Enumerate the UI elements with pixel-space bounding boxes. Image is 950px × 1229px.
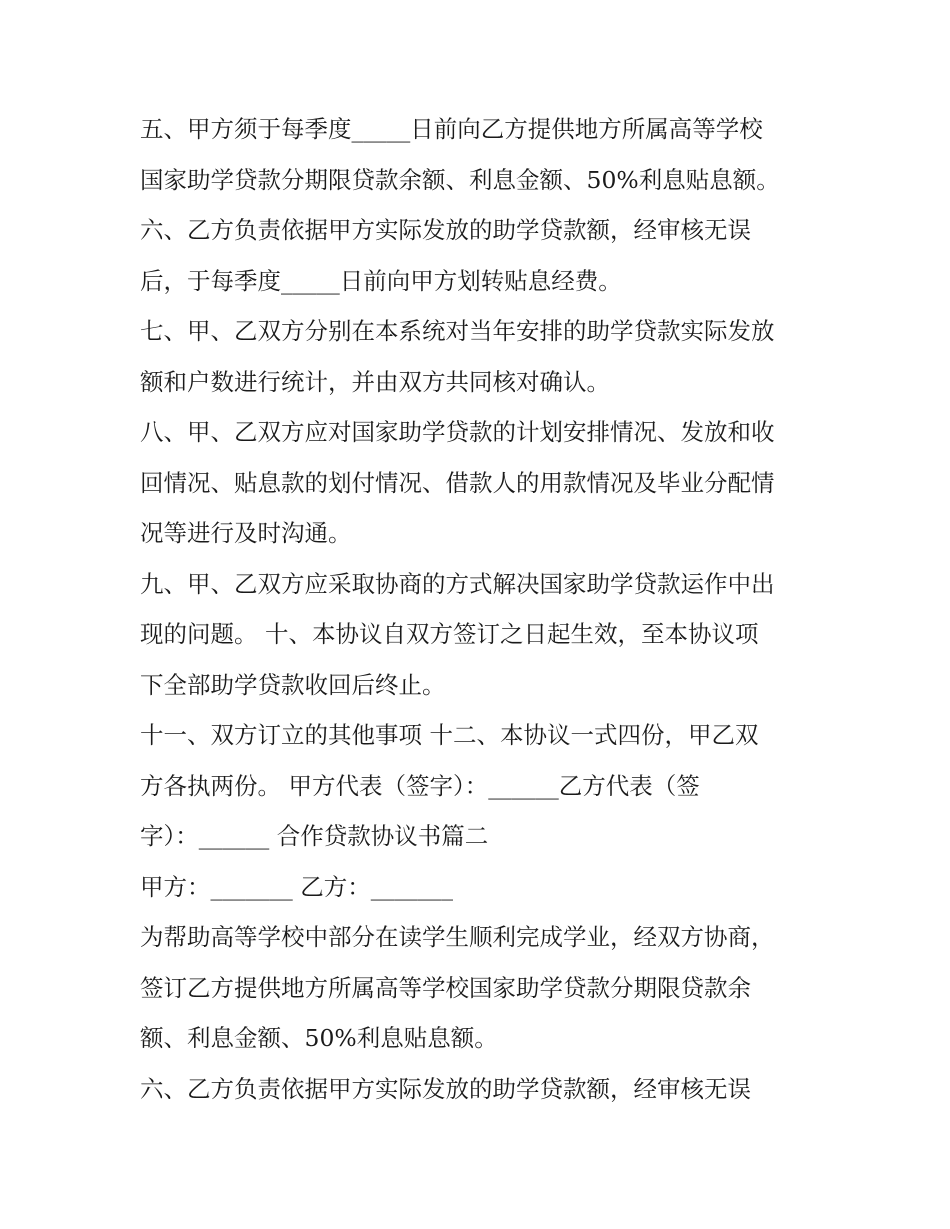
text-line: 额和户数进行统计，并由双方共同核对确认。 xyxy=(140,367,610,396)
text-line: 字）：______ 合作贷款协议书篇二 xyxy=(140,822,489,850)
text-line: 甲方：_______ 乙方：_______ xyxy=(140,872,453,901)
text-line: 下全部助学贷款收回后终止。 xyxy=(140,670,446,699)
text-line: 九、甲、乙双方应采取协商的方式解决国家助学贷款运作中出 xyxy=(140,569,775,598)
text-line: 额、利息金额、50%利息贴息额。 xyxy=(140,1024,498,1052)
text-line: 六、乙方负责依据甲方实际发放的助学贷款额，经审核无误 xyxy=(140,216,751,244)
text-line: 十一、双方订立的其他事项 十二、本协议一式四份，甲乙双 xyxy=(140,721,759,749)
text-line: 现的问题。 十、本协议自双方签订之日起生效，至本协议项 xyxy=(140,620,759,648)
text-line: 八、甲、乙双方应对国家助学贷款的计划安排情况、发放和收 xyxy=(140,418,775,446)
text-line: 六、乙方负责依据甲方实际发放的助学贷款额，经审核无误 xyxy=(140,1074,751,1103)
document-body xyxy=(140,104,820,1114)
text-line: 况等进行及时沟通。 xyxy=(140,519,352,547)
text-line: 国家助学贷款分期限贷款余额、利息金额、50%利息贴息额。 xyxy=(140,165,780,194)
text-line: 回情况、贴息款的划付情况、借款人的用款情况及毕业分配情 xyxy=(140,468,775,497)
text-line: 方各执两份。 甲方代表（签字）：______乙方代表（签 xyxy=(140,771,700,800)
text-line: 为帮助高等学校中部分在读学生顺利完成学业，经双方协商， xyxy=(140,923,775,951)
text-line: 五、甲方须于每季度_____日前向乙方提供地方所属高等学校 xyxy=(140,115,763,143)
text-line: 签订乙方提供地方所属高等学校国家助学贷款分期限贷款余 xyxy=(140,973,751,1002)
text-line: 七、甲、乙双方分别在本系统对当年安排的助学贷款实际发放 xyxy=(140,317,775,345)
text-line: 后，于每季度_____日前向甲方划转贴息经费。 xyxy=(140,266,622,295)
